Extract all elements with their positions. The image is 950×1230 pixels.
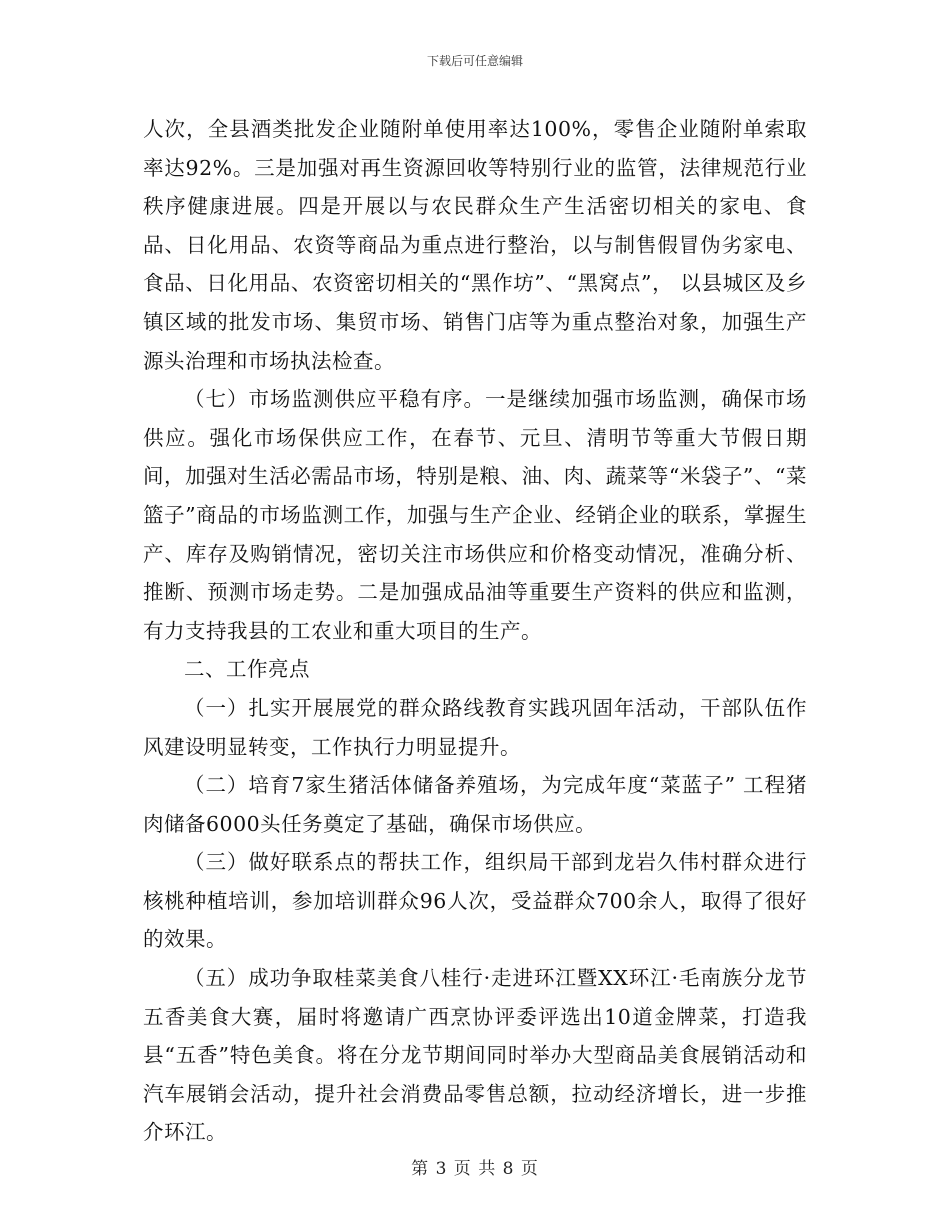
page-header: 下载后可任意编辑 bbox=[426, 54, 523, 68]
total-page-count: 8 bbox=[502, 1159, 515, 1179]
paragraph-highlight-5: （五）成功争取桂菜美食八桂行·走进环江暨XX环江·毛南族分龙节五香美食大赛，届时将邀请广西烹协评委评选出10道金牌菜，打造我县“五香”特色美食。将在分龙节期间同时举办大型商品美食展销活动和汽车展销会活动，提升社会消费品零售总额，拉动经济增长，进一步推介环江。 bbox=[143, 966, 807, 1145]
section-heading-highlights: 二、工作亮点 bbox=[184, 657, 310, 682]
footer-mid: 页 共 bbox=[453, 1159, 497, 1179]
document-body bbox=[143, 110, 807, 1152]
paragraph-highlight-3: （三）做好联系点的帮扶工作，组织局干部到龙岩久伟村群众进行核桃种植培训，参加培训群众96人次，受益群众700余人，取得了很好的效果。 bbox=[143, 850, 807, 952]
footer-suffix: 页 bbox=[520, 1159, 539, 1179]
paragraph-continuation: 人次，全县酒类批发企业随附单使用率达100%，零售企业随附单索取率达92%。三是加强对再生资源回收等特别行业的监管，法律规范行业秩序健康进展。四是开展以与农民群众生产生活密切相关的家电、食品、日化用品、农资等商品为重点进行整治，以与制售假冒伪劣家电、食品、日化用品、农资密切相关的“黑作坊”、“黑窝点”， 以县城区及乡镇区域的批发市场、集贸市场、销售门店等为重点整治对象，加强生产源头治理和市场执法检查。 bbox=[143, 117, 807, 373]
footer-prefix: 第 bbox=[411, 1159, 430, 1179]
paragraph-highlight-2: （二）培育7家生猪活体储备养殖场，为完成年度“菜蓝子” 工程猪肉储备6000头任务奠定了基础，确保市场供应。 bbox=[143, 773, 807, 836]
page-footer bbox=[0, 1154, 950, 1179]
paragraph-highlight-1: （一）扎实开展展党的群众路线教育实践巩固年活动，干部队伍作风建设明显转变，工作执行力明显提升。 bbox=[143, 695, 807, 759]
paragraph-market-monitoring: （七）市场监测供应平稳有序。一是继续加强市场监测，确保市场供应。强化市场保供应工作，在春节、元旦、清明节等重大节假日期间，加强对生活必需品市场，特别是粮、油、肉、蔬菜等“米袋子”、“菜篮子”商品的市场监测工作，加强与生产企业、经销企业的联系，掌握生产、库存及购销情况，密切关注市场供应和价格变动情况，准确分析、推断、预测市场走势。二是加强成品油等重要生产资料的供应和监测，有力支持我县的工农业和重大项目的生产。 bbox=[143, 387, 807, 643]
current-page-number: 3 bbox=[435, 1159, 448, 1179]
